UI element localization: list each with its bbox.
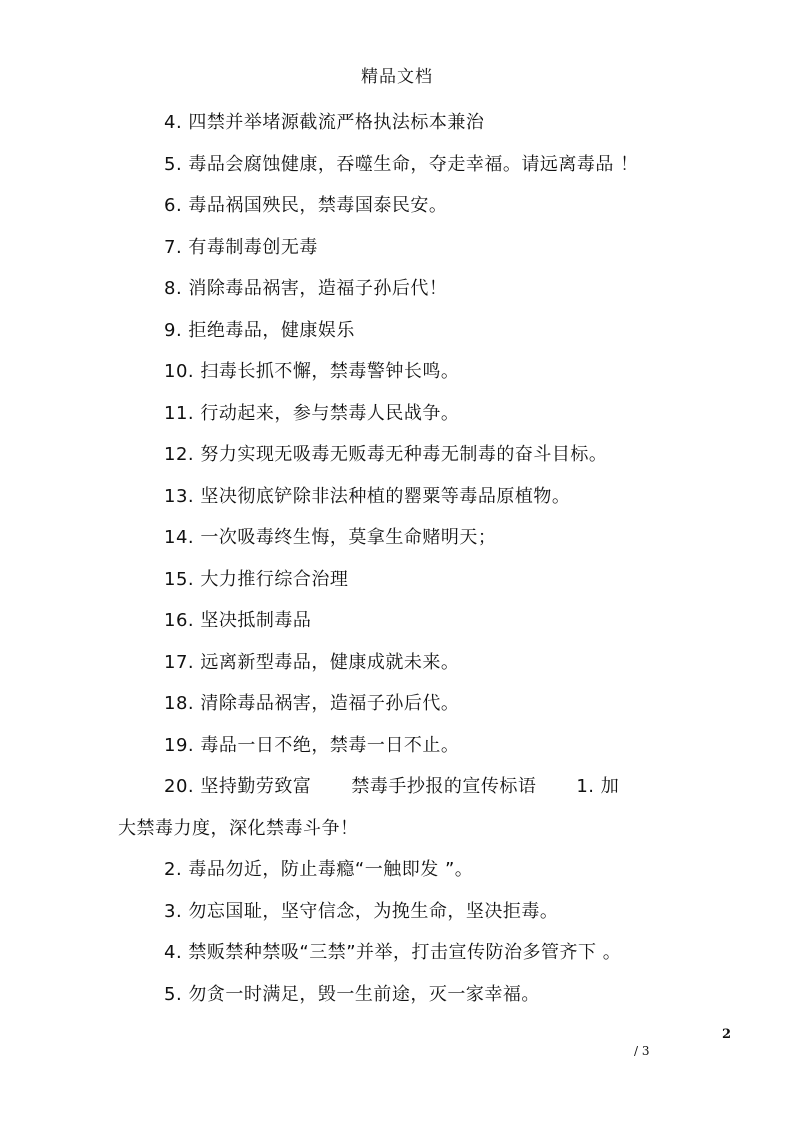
section-heading: 禁毒手抄报的宣传标语	[351, 776, 537, 797]
document-body	[118, 102, 698, 1015]
slogan-line: 19. 毒品一日不绝，禁毒一日不止。	[164, 734, 460, 756]
slogan-line: 6. 毒品祸国殃民，禁毒国泰民安。	[164, 195, 448, 216]
slogan-line: 3. 勿忘国耻，坚守信念，为挽生命，坚决拒毒。	[164, 900, 559, 922]
slogan-line: 9. 拒绝毒品，健康娱乐	[164, 319, 355, 341]
slogan-line: 5. 勿贪一时满足，毁一生前途，灭一家幸福。	[164, 983, 540, 1005]
slogan-line: 18. 清除毒品祸害，造福子孙后代。	[164, 693, 460, 714]
slogan-line: 17. 远离新型毒品，健康成就未来。	[164, 651, 460, 673]
slogan-line-continuation: 大禁毒力度，深化禁毒斗争！	[118, 817, 359, 839]
slogan-line: 10. 扫毒长抓不懈，禁毒警钟长鸣。	[164, 361, 460, 382]
slogan-line: 7. 有毒制毒创无毒	[164, 236, 318, 258]
slogan-line: 14. 一次吸毒终生悔，莫拿生命赌明天；	[164, 527, 497, 548]
slogan-line: 12. 努力实现无吸毒无贩毒无种毒无制毒的奋斗目标。	[164, 444, 608, 465]
page-header-title: 精品文档	[361, 67, 433, 87]
page-total: / 3	[634, 1044, 650, 1058]
slogan-line: 4. 禁贩禁种禁吸“三禁”并举，打击宣传防治多管齐下 。	[164, 942, 622, 963]
slogan-line-20-part3: 1. 加	[576, 776, 620, 797]
slogan-line: 11. 行动起来，参与禁毒人民战争。	[164, 402, 460, 424]
slogan-line: 15. 大力推行综合治理	[164, 568, 349, 590]
slogan-line: 13. 坚决彻底铲除非法种植的罂粟等毒品原植物。	[164, 485, 571, 507]
slogan-line-20-part1: 20. 坚持勤劳致富	[164, 776, 312, 797]
slogan-line: 16. 坚决抵制毒品	[164, 610, 312, 631]
slogan-line: 2. 毒品勿近，防止毒瘾“一触即发 ”。	[164, 859, 474, 880]
slogan-line: 5. 毒品会腐蚀健康，吞噬生命，夺走幸福。请远离毒品 ！	[164, 153, 639, 175]
page-number: 2	[722, 1027, 732, 1042]
slogan-line: 4. 四禁并举堵源截流严格执法标本兼治	[164, 112, 485, 133]
slogan-line-20	[118, 766, 698, 808]
slogan-line: 8. 消除毒品祸害，造福子孙后代！	[164, 278, 448, 299]
